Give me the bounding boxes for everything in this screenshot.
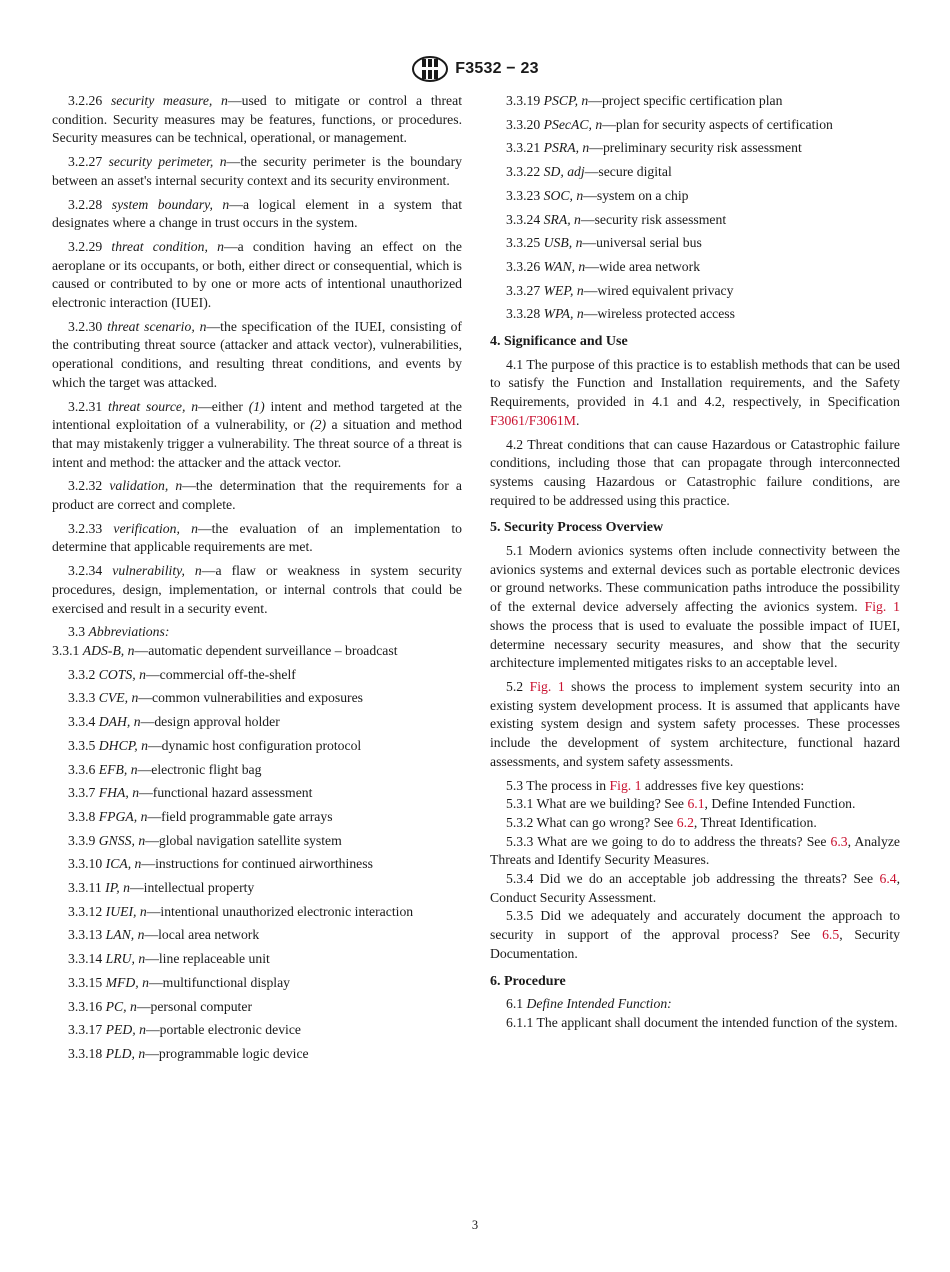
abbreviation-3-3-4: 3.3.4 DAH, n—design approval holder <box>68 714 280 730</box>
paragraph-5-3: 5.3 The process in Fig. 1 addresses five key questions: <box>506 777 805 793</box>
page-header <box>0 56 950 82</box>
abbreviation-3-3-9: 3.3.9 GNSS, n—global navigation satellite system <box>68 832 342 848</box>
abbreviations-heading: 3.3 Abbreviations: <box>68 624 170 640</box>
ref-6-2[interactable]: 6.2 <box>676 814 694 830</box>
ref-6-3[interactable]: 6.3 <box>830 833 848 849</box>
abbreviation-3-3-6: 3.3.6 EFB, n—electronic flight bag <box>68 761 262 777</box>
definition-3-2-27: 3.2.27 security perimeter, n—the security perimeter is the boundary between an asset's internal security context and its security environment. <box>52 154 462 188</box>
ref-f3061[interactable]: F3061/F3061M <box>490 412 576 428</box>
section-6-title: 6. Procedure <box>490 973 566 989</box>
definition-3-2-32: 3.2.32 validation, n—the determination that the requirements for a product are correct and complete. <box>52 478 462 513</box>
definition-3-2-26: 3.2.26 security measure, n—used to mitigate or control a threat condition. Security measures may be features, functions, or procedures. Security measures can be technical, operational, or management. <box>52 93 463 146</box>
abbreviation-3-3-7: 3.3.7 FHA, n—functional hazard assessment <box>68 785 313 801</box>
paragraph-4-2: 4.2 Threat conditions that can cause Hazardous or Catastrophic failure conditions, including those that can propagate through interconnected systems causing Hazardous or Catastrophic failure conditions, are required to be addressed using this practice. <box>490 436 900 508</box>
definitions-list-2 <box>52 477 462 618</box>
document-id: F3532 − 23 <box>455 60 539 77</box>
ref-fig1[interactable]: Fig. 1 <box>864 599 900 615</box>
ref-6-5[interactable]: 6.5 <box>822 927 840 943</box>
paragraph-5-1: 5.1 Modern avionics systems often include connectivity between the avionics systems and external devices such as portable electronic devices or ground networks. These communication paths introduce the possibility of the external device adversely affecting the avionics system. Fig. 1 shows the process that is used to evaluate the possible impact of IUEI, determine necessary security measures, and show that the security architecture implemented mitigates risks to an acceptable level. <box>490 543 900 671</box>
paragraph-4-1: 4.1 The purpose of this practice is to establish methods that can be used to satisfy the Function and Installation requirements, and the Safety Requirements, provided in 4.1 and 4.2, respectively, in Specification F3061/F3061M. <box>490 356 900 428</box>
paragraph-5-3-2: 5.3.2 What can go wrong? See 6.2, Threat Identification. <box>506 814 817 830</box>
paragraph-5-3-1: 5.3.1 What are we building? See 6.1, Define Intended Function. <box>506 796 856 812</box>
abbreviation-3-3-10: 3.3.10 ICA, n—instructions for continued airworthiness <box>68 856 373 872</box>
abbreviation-3-3-20: 3.3.20 PSecAC, n—plan for security aspects of certification <box>506 116 833 132</box>
ref-6-1[interactable]: 6.1 <box>687 796 705 812</box>
abbreviation-3-3-8: 3.3.8 FPGA, n—field programmable gate arrays <box>68 808 333 824</box>
abbreviation-3-3-1: 3.3.1 ADS-B, n—automatic dependent surveillance – broadcast <box>52 642 398 658</box>
abbreviation-3-3-25: 3.3.25 USB, n—universal serial bus <box>506 235 702 251</box>
definition-3-2-28: 3.2.28 system boundary, n—a logical element in a system that designates where a change in trust occurs in the system. <box>52 196 462 231</box>
abbreviation-3-3-16: 3.3.16 PC, n—personal computer <box>68 998 252 1014</box>
definition-3-2-33: 3.2.33 verification, n—the evaluation of an implementation to determine that applicable requirements are met. <box>52 520 463 555</box>
astm-logo-icon <box>411 56 449 82</box>
abbreviation-3-3-14: 3.3.14 LRU, n—line replaceable unit <box>68 951 270 967</box>
definition-3-2-34: 3.2.34 vulnerability, n—a flaw or weakness in system security procedures, design, implementation, or internal controls that could be exercised and result in a security event. <box>52 563 463 616</box>
paragraph-5-2: 5.2 Fig. 1 shows the process to implement system security into an existing system development process. It is assumed that applicants have existing system design and system safety processes. These processes include the development of system architecture, functional hazard assessments, and system safety assessments. <box>490 678 901 769</box>
definition-3-2-31: 3.2.31 threat source, n—either (1) intent and method targeted at the intentional exploitation of a vulnerability, or (2) a situation and method that may mistakenly trigger a vulnerability. The threat source of a threat is intent and method: the attacker and the attack vector. <box>52 398 462 470</box>
abbreviation-3-3-21: 3.3.21 PSRA, n—preliminary security risk assessment <box>506 140 802 156</box>
abbreviation-3-3-12: 3.3.12 IUEI, n—intentional unauthorized electronic interaction <box>68 903 414 919</box>
abbreviation-3-3-11: 3.3.11 IP, n—intellectual property <box>68 880 255 896</box>
abbreviation-3-3-23: 3.3.23 SOC, n—system on a chip <box>506 187 689 203</box>
abbreviation-3-3-2: 3.3.2 COTS, n—commercial off-the-shelf <box>68 666 296 682</box>
abbreviation-3-3-22: 3.3.22 SD, adj—secure digital <box>506 164 672 180</box>
abbreviation-3-3-17: 3.3.17 PED, n—portable electronic device <box>68 1022 301 1038</box>
abbreviation-3-3-28: 3.3.28 WPA, n—wireless protected access <box>506 306 735 322</box>
abbreviation-3-3-5: 3.3.5 DHCP, n—dynamic host configuration protocol <box>68 737 362 753</box>
ref-fig1[interactable]: Fig. 1 <box>529 678 565 694</box>
abbreviation-3-3-26: 3.3.26 WAN, n—wide area network <box>506 258 701 274</box>
page-number: 3 <box>471 1218 479 1232</box>
left-column <box>52 92 462 1069</box>
paragraph-5-3-5: 5.3.5 Did we adequately and accurately document the approach to security in support of the approval process? See 6.5, Security Documentation. <box>490 908 900 961</box>
abbreviations-list-left <box>52 666 462 1064</box>
ref-6-4[interactable]: 6.4 <box>879 871 897 887</box>
abbreviation-3-3-27: 3.3.27 WEP, n—wired equivalent privacy <box>506 282 734 298</box>
abbreviations-list-right <box>490 92 900 324</box>
paragraph-6-1: 6.1 Define Intended Function: <box>506 996 672 1012</box>
section-5-title: 5. Security Process Overview <box>490 520 664 536</box>
paragraph-6-1-1: 6.1.1 The applicant shall document the intended function of the system. <box>506 1014 898 1030</box>
abbreviation-3-3-24: 3.3.24 SRA, n—security risk assessment <box>506 211 727 227</box>
right-column <box>490 92 900 1038</box>
section-4-title: 4. Significance and Use <box>490 334 628 350</box>
abbreviation-3-3-18: 3.3.18 PLD, n—programmable logic device <box>68 1045 309 1061</box>
definitions-list <box>52 92 462 393</box>
abbreviation-3-3-13: 3.3.13 LAN, n—local area network <box>68 927 260 943</box>
abbreviation-3-3-19: 3.3.19 PSCP, n—project specific certification plan <box>506 93 783 108</box>
definition-3-2-30: 3.2.30 threat scenario, n—the specification of the IUEI, consisting of the contributing threat source (attacker and attack vector), vulnerabilities, operational conditions, and resulting threat conditions, and events by which the target was attacked. <box>52 318 462 390</box>
definition-3-2-29: 3.2.29 threat condition, n—a condition having an effect on the aeroplane or its occupants, or both, either direct or consequential, which is caused or contributed to by one or more acts of intentional unauthorized electronic interaction (IUEI). <box>52 238 462 311</box>
paragraph-5-3-3: 5.3.3 What are we going to do to address the threats? See 6.3, Analyze Threats and Identify Security Measures. <box>490 833 900 868</box>
paragraph-5-3-4: 5.3.4 Did we do an acceptable job addressing the threats? See 6.4, Conduct Security Assessment. <box>490 871 900 905</box>
abbreviation-3-3-3: 3.3.3 CVE, n—common vulnerabilities and exposures <box>68 690 363 706</box>
abbreviation-3-3-15: 3.3.15 MFD, n—multifunctional display <box>68 974 291 990</box>
ref-fig1[interactable]: Fig. 1 <box>609 777 642 793</box>
